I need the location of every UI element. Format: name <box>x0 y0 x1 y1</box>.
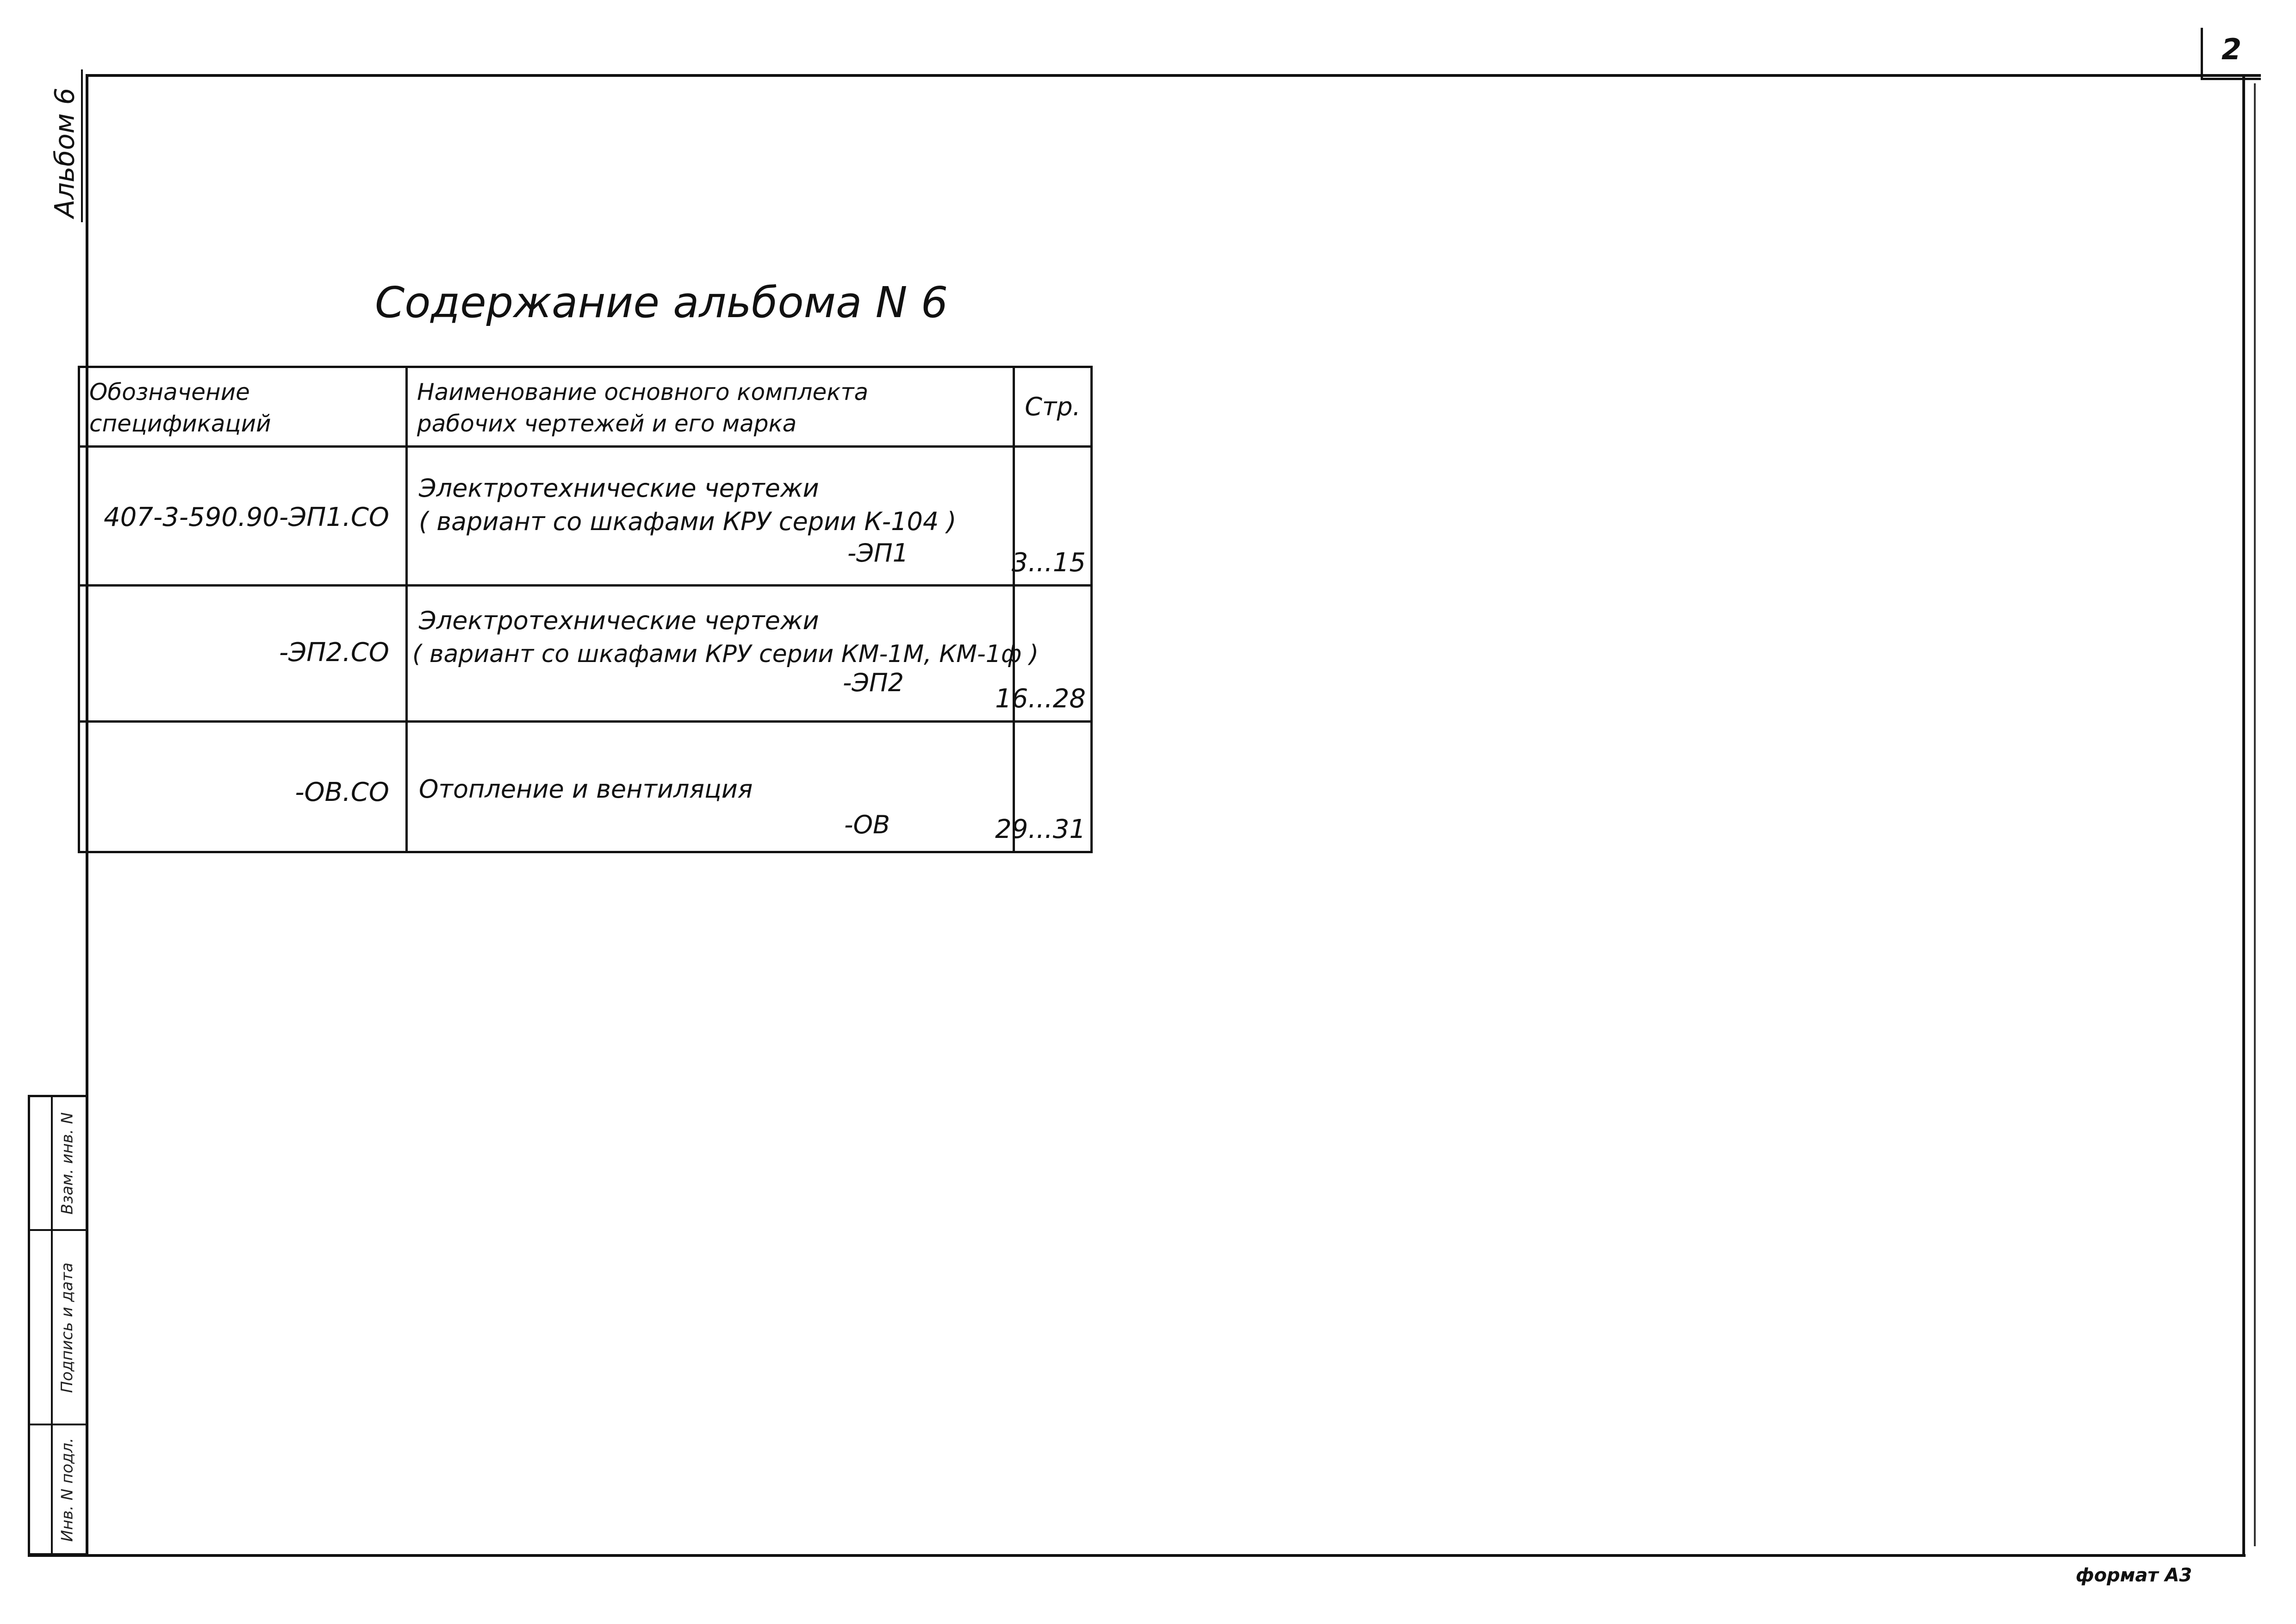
row-3-designation-text: -ОВ.СО <box>295 777 389 807</box>
row-2-pages-text: 16...28 <box>995 684 1086 714</box>
row-2-name <box>407 586 1039 722</box>
stamp-cell-replacement-text: Взам. инв. N <box>58 1112 77 1214</box>
row-2-mark: -ЭП2 <box>842 668 904 697</box>
album-label-text: Альбом 6 <box>49 87 81 218</box>
page-number-box-bottom <box>2201 78 2261 80</box>
header-name-line-1: Наименование основного комплекта <box>417 379 869 406</box>
header-name <box>407 367 1014 447</box>
page-number: 2 <box>2221 32 2242 66</box>
stamp-cell-replacement <box>51 1097 83 1229</box>
row-2-designation <box>79 586 407 722</box>
row-3-name <box>407 722 1014 852</box>
row-1-pages-text: 3...15 <box>1011 548 1086 578</box>
sheet-edge-line <box>2254 83 2256 1546</box>
album-label <box>44 69 86 236</box>
table-row <box>79 722 1092 852</box>
row-2-name-line-2: ( вариант со шкафами КРУ серии КМ-1М, КМ-1ф ) <box>412 640 1039 668</box>
document-title: Содержание альбома N 6 <box>375 278 948 327</box>
header-name-line-2: рабочих чертежей и его марка <box>417 410 797 437</box>
frame-top-border <box>86 74 2261 77</box>
stamp-cell-signature-text: Подпись и дата <box>58 1262 77 1393</box>
row-2-pages <box>995 586 1092 722</box>
table-row <box>79 586 1092 722</box>
row-2-designation-text: -ЭП2.СО <box>279 637 389 668</box>
row-1-pages <box>1011 447 1092 586</box>
header-page: Стр. <box>1014 367 1092 447</box>
header-designation-line-2: спецификаций <box>89 410 271 437</box>
row-3-pages-text: 29...31 <box>995 814 1086 844</box>
row-1-designation <box>79 447 407 586</box>
stamp-cell-inventory <box>51 1426 83 1553</box>
table-header-row <box>79 367 1092 447</box>
stamp-strip-row-divider-1 <box>28 1229 86 1231</box>
row-1-name <box>407 447 1014 586</box>
frame-bottom-border <box>28 1554 2246 1557</box>
stamp-cell-signature <box>51 1231 83 1424</box>
row-3-pages <box>995 722 1092 852</box>
frame-right-border <box>2242 76 2245 1555</box>
header-designation <box>79 367 407 447</box>
page-number-box-left <box>2201 28 2203 79</box>
row-1-designation-text: 407-3-590.90-ЭП1.СО <box>104 502 389 532</box>
stamp-cell-inventory-text: Инв. N подл. <box>58 1437 77 1542</box>
table-row <box>79 447 1092 586</box>
format-label: формат А3 <box>2076 1565 2192 1586</box>
row-2-name-line-1: Электротехнические чертежи <box>419 606 819 635</box>
contents-table <box>78 366 1093 853</box>
row-1-name-line-2: ( вариант со шкафами КРУ серии К-104 ) <box>419 507 957 536</box>
row-1-mark: -ЭП1 <box>847 538 908 568</box>
header-designation-line-1: Обозначение <box>89 379 250 406</box>
row-1-name-line-1: Электротехнические чертежи <box>419 474 819 503</box>
row-3-designation <box>79 722 407 852</box>
row-3-mark: -ОВ <box>844 810 890 839</box>
stamp-strip-row-divider-2 <box>28 1424 86 1425</box>
row-3-name-line-1: Отопление и вентиляция <box>419 775 753 804</box>
